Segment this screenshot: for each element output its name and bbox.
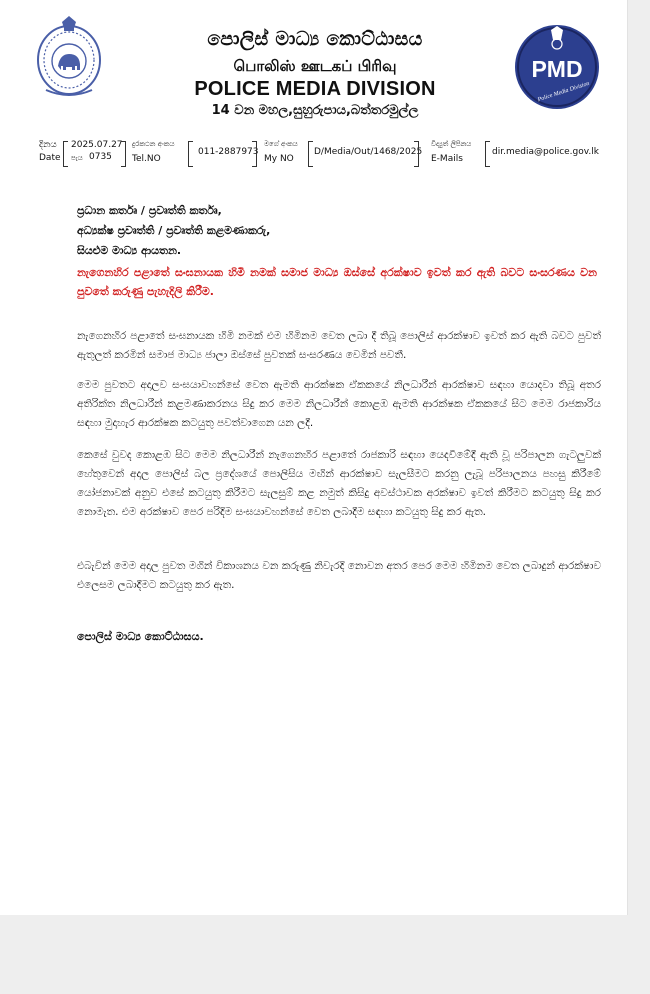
- time-label: පැය: [71, 154, 83, 162]
- body-paragraph: මෙම පුවතට අදාලව සංඝයාවහන්සේ වෙත ඇමති ආරක්ෂක ඒකකයේ නිලධාරීන් ආරක්ෂාව සඳහා යොදවා තිබූ අතර අතිරික්ත නිලධාරීන් කළමණාකරනය සිදු කර මෙම නිලධාරීන් කොළඹ ඇමති ආරක්ෂක ඒකකයේ සිට මෙම රාජකාරිය සඳහා මුදාහැර ආරක්ෂක කටයුතු පවත්වාගෙන යන ලදී.: [77, 379, 601, 429]
- reference-info-bar: [39, 139, 599, 167]
- date-label-en: Date: [39, 153, 61, 163]
- time-value: 0735: [89, 152, 112, 162]
- subject-line: නැගෙනහිර පළාතේ සංඝනායක හිමි නමක් සමාජ මාධ්‍ය ඔස්සේ අරක්ෂාව ඉවත් කර ඇති බවට සංසරණය වන පුවතේ කරුණු පැහැදිලි කිරීම.: [77, 266, 597, 298]
- police-crest-icon: [34, 14, 104, 98]
- body-paragraph: නැගෙනහිර පළාතේ සංඝනායක හිමි නමක් එම හිමිනම වෙත ලබා දී තිබූ පොලිස් ආරක්ෂාව ඉවත් කර ඇති බවට පුවත් ඇතුලත් කරමින් සමාජ මාධ්‍ය ජාලා ඔස්සේ පුවතක් සංසරණය වෙමින් පවතී.: [77, 330, 601, 361]
- my-no-value: D/Media/Out/1468/2025: [314, 147, 423, 157]
- email-label-en: E-Mails: [431, 154, 463, 164]
- date-label-si: දිනය: [39, 140, 57, 150]
- tel-label-en: Tel.NO: [132, 154, 161, 164]
- my-no-label-si: මගේ අංකය: [264, 140, 298, 148]
- signature-block: පොලිස් මාධ්‍ය කොට්ඨාසය.: [77, 630, 204, 643]
- body-paragraph: එබැවින් මෙම අදාල පුවත මගින් විකාශනය වන කරුණු නිවැරදි නොවන අතර පෙර මෙම හිමිනම වෙත ලබාදුන් ආරක්ෂාව එලෙසම ලබාදීමට කටයුතු කර ඇත.: [77, 560, 601, 591]
- addressee-line: අධ්‍යක්ෂ ප්‍රවෘත්ති / ප්‍රවෘත්ති කළමණාකරු,: [77, 224, 271, 237]
- tel-value: 011-2887973: [198, 147, 259, 157]
- email-value: dir.media@police.gov.lk: [492, 147, 599, 157]
- pmd-badge-icon: [514, 24, 600, 110]
- pmd-logo-text: PMD: [531, 56, 583, 82]
- pmd-logo-subtext: Police Media Division: [537, 80, 591, 104]
- email-label-si: විද්‍යුත් ලිපිනය: [431, 140, 472, 148]
- body-paragraph: කෙසේ වුවද කොළඹ සිට මෙම නිලධාරීන් නැගෙනහිර පළාතේ රාජකාරි සඳහා යෙදවීමේදී ඇති වූ පරිපාලන ගැටලුවක් හේතුවෙන් අදාල පොලිස් බල ප්‍රදේශයේ පොලිසිය මඟින් ආරක්ෂාව සැලසීමට කරනු ලැබූ පරිපාලනය පහසු කිරීමේ යෝජනාවක් අනුව එසේ කටයුතු කිරීමට සැලසුම් කළ නමුත් කිසිදු අවස්ථාවක අරක්ෂාව ඉවත් කිරීමට කටයුතු සිදු කර නොමැත. එම අරක්ෂාව පෙර පරිදිම සංඝයාවහන්සේ වෙත ලබාදීම සඳහා කටයුතු සිදු කර ඇත.: [77, 449, 601, 518]
- addressee-line: ප්‍රධාන කර්තෘ / ප්‍රවෘත්ති කර්තෘ,: [77, 204, 222, 217]
- header-address: 14 වන මහල,සුහුරුපාය,බත්තරමුල්ල: [211, 103, 419, 118]
- pmd-logo: [514, 24, 600, 110]
- addressee-line: සියළුම මාධ්‍ය ආයතන.: [77, 244, 182, 257]
- addressee-block: [77, 201, 597, 261]
- header-title-sinhala: පොලිස් මාධ්‍ය කොට්ඨාසය: [207, 28, 423, 50]
- header-title-english: POLICE MEDIA DIVISION: [194, 78, 436, 100]
- date-value: 2025.07.27: [71, 140, 123, 150]
- my-no-label-en: My NO: [264, 154, 294, 164]
- header-title-tamil: பொலிஸ் ஊடகப் பிரிவு: [233, 57, 397, 75]
- tel-label-si: දුරකථන අංකය: [132, 140, 175, 148]
